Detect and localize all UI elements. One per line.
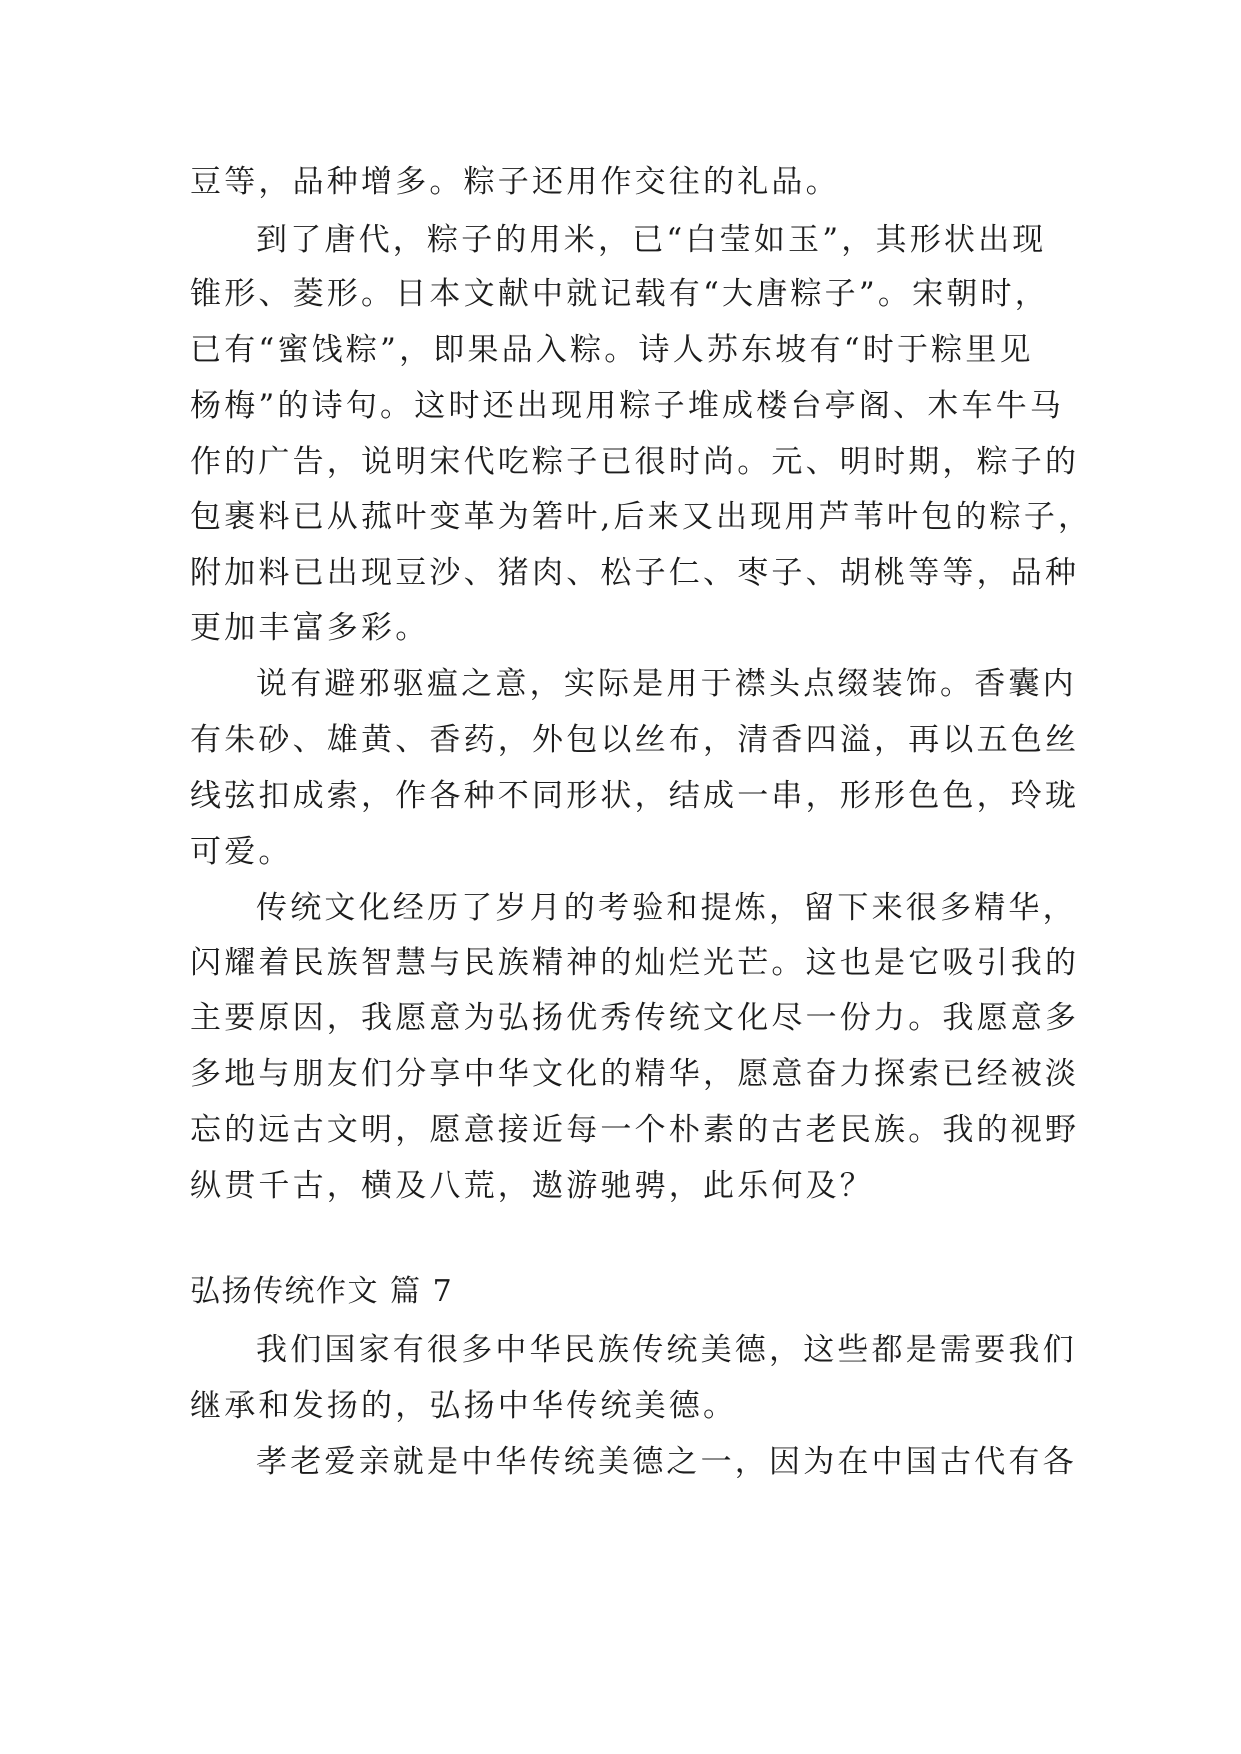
text-line: 继承和发扬的，弘扬中华传统美德。 — [190, 1388, 738, 1424]
paragraph-start-line: 说有避邪驱瘟之意，实际是用于襟头点缀装饰。香囊内 — [256, 666, 1077, 702]
paragraph-start-line: 我们国家有很多中华民族传统美德，这些都是需要我们 — [256, 1332, 1077, 1368]
text-line: 豆等，品种增多。粽子还用作交往的礼品。 — [190, 164, 840, 200]
text-line: 更加丰富多彩。 — [190, 610, 430, 646]
section-heading: 弘扬传统作文 篇 7 — [190, 1274, 454, 1309]
text-line: 忘的远古文明，愿意接近每一个朴素的古老民族。我的视野 — [190, 1112, 1080, 1148]
text-line: 已有“蜜饯粽”，即果品入粽。诗人苏东坡有“时于粽里见 — [190, 332, 1034, 368]
text-line: 多地与朋友们分享中华文化的精华，愿意奋力探索已经被淡 — [190, 1056, 1080, 1092]
paragraph-start-line: 孝老爱亲就是中华传统美德之一，因为在中国古代有各 — [256, 1444, 1077, 1480]
text-line: 锥形、菱形。日本文献中就记载有“大唐粽子”。宋朝时， — [190, 276, 1049, 312]
text-line: 主要原因，我愿意为弘扬优秀传统文化尽一份力。我愿意多 — [190, 1000, 1080, 1036]
text-line: 杨梅”的诗句。这时还出现用粽子堆成楼台亭阁、木车牛马 — [190, 388, 1065, 424]
text-line: 线弦扣成索，作各种不同形状，结成一串，形形色色，玲珑 — [190, 778, 1080, 814]
text-line: 纵贯千古，横及八荒，遨游驰骋，此乐何及？ — [190, 1168, 874, 1204]
text-line: 包裹料已从菰叶变革为箬叶,后来又出现用芦苇叶包的粽子， — [190, 499, 1093, 535]
text-line: 附加料已出现豆沙、猪肉、松子仁、枣子、胡桃等等，品种 — [190, 555, 1080, 591]
paragraph-start-line: 到了唐代，粽子的用米，已“白莹如玉”，其形状出现 — [256, 222, 1047, 258]
text-line: 有朱砂、雄黄、香药，外包以丝布，清香四溢，再以五色丝 — [190, 722, 1080, 758]
text-line: 作的广告，说明宋代吃粽子已很时尚。元、明时期，粽子的 — [190, 444, 1080, 480]
text-line: 闪耀着民族智慧与民族精神的灿烂光芒。这也是它吸引我的 — [190, 945, 1080, 981]
text-line: 可爱。 — [190, 834, 293, 870]
paragraph-start-line: 传统文化经历了岁月的考验和提炼，留下来很多精华， — [256, 890, 1077, 926]
